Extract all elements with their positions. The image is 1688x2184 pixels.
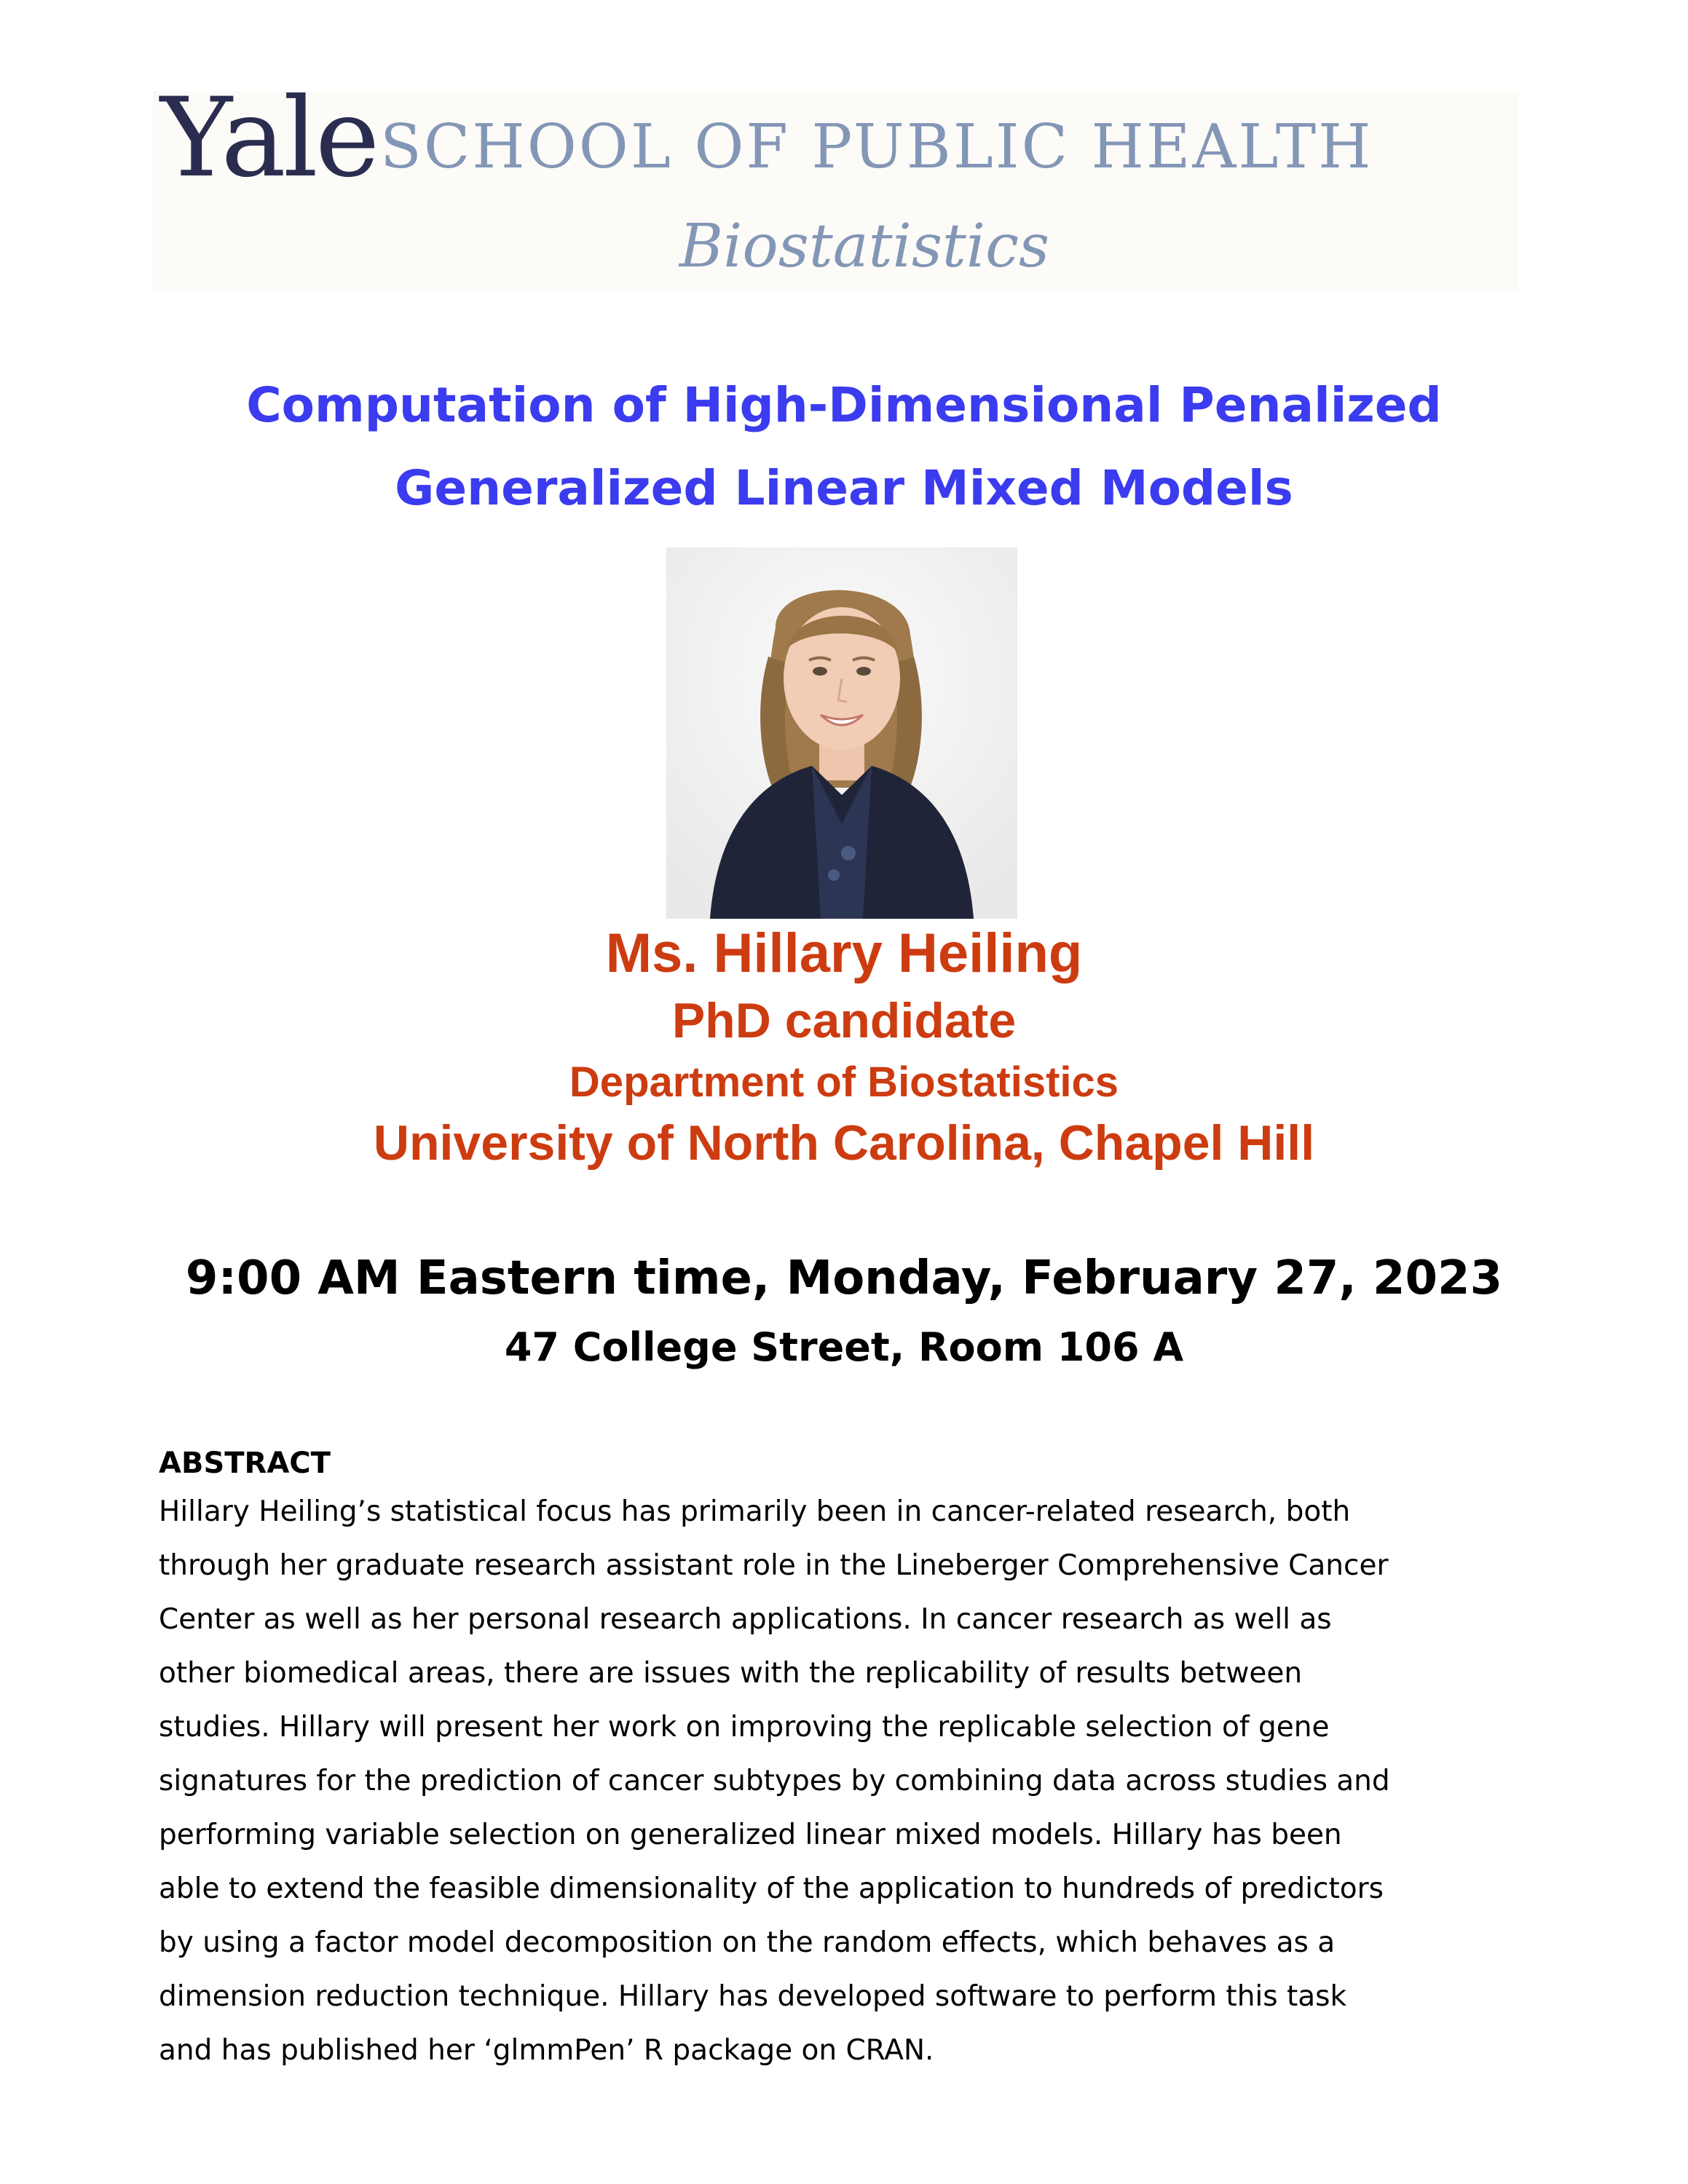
yale-wordmark: Yale xyxy=(160,75,377,202)
event-details xyxy=(0,1242,1688,1380)
talk-title xyxy=(109,364,1579,530)
abstract-line: Hillary Heiling’s statistical focus has primarily been in cancer-related research, both xyxy=(159,1495,1351,1528)
talk-title-line-1: Computation of High-Dimensional Penalized xyxy=(246,377,1442,433)
abstract-line: performing variable selection on generalized linear mixed models. Hillary has been xyxy=(159,1819,1342,1851)
abstract-line: able to extend the feasible dimensionality of the application to hundreds of predictors xyxy=(159,1872,1384,1905)
abstract-line: dimension reduction technique. Hillary has developed software to perform this task xyxy=(159,1980,1347,2013)
event-location: 47 College Street, Room 106 A xyxy=(504,1324,1184,1370)
speaker-portrait-illustration xyxy=(666,547,1017,919)
speaker-info xyxy=(0,919,1688,1174)
speaker-university: University of North Carolina, Chapel Hill xyxy=(373,1115,1315,1171)
department-name: Biostatistics xyxy=(679,212,1050,281)
abstract-section xyxy=(159,1441,1542,2078)
abstract-line: other biomedical areas, there are issues with the replicability of results between xyxy=(159,1657,1303,1690)
speaker-name: Ms. Hillary Heiling xyxy=(605,922,1083,984)
abstract-line: Center as well as her personal research applications. In cancer research as well as xyxy=(159,1603,1332,1636)
speaker-department: Department of Biostatistics xyxy=(569,1059,1119,1106)
speaker-role: PhD candidate xyxy=(671,993,1017,1048)
abstract-line: studies. Hillary will present her work on improving the replicable selection of gene xyxy=(159,1711,1330,1744)
abstract-heading: ABSTRACT xyxy=(159,1447,331,1480)
abstract-line: signatures for the prediction of cancer subtypes by combining data across studies and xyxy=(159,1765,1390,1797)
school-name: SCHOOL OF PUBLIC HEALTH xyxy=(380,111,1373,182)
abstract-line: by using a factor model decomposition on the random effects, which behaves as a xyxy=(159,1926,1336,1959)
abstract-line: through her graduate research assistant role in the Lineberger Comprehensive Cancer xyxy=(159,1549,1389,1582)
talk-title-line-2: Generalized Linear Mixed Models xyxy=(395,460,1293,516)
event-time: 9:00 AM Eastern time, Monday, February 27, 2023 xyxy=(185,1251,1503,1305)
abstract-line: and has published her ‘glmmPen’ R package on CRAN. xyxy=(159,2034,934,2067)
speaker-photo xyxy=(666,547,1017,919)
abstract-text xyxy=(159,1485,1542,2078)
